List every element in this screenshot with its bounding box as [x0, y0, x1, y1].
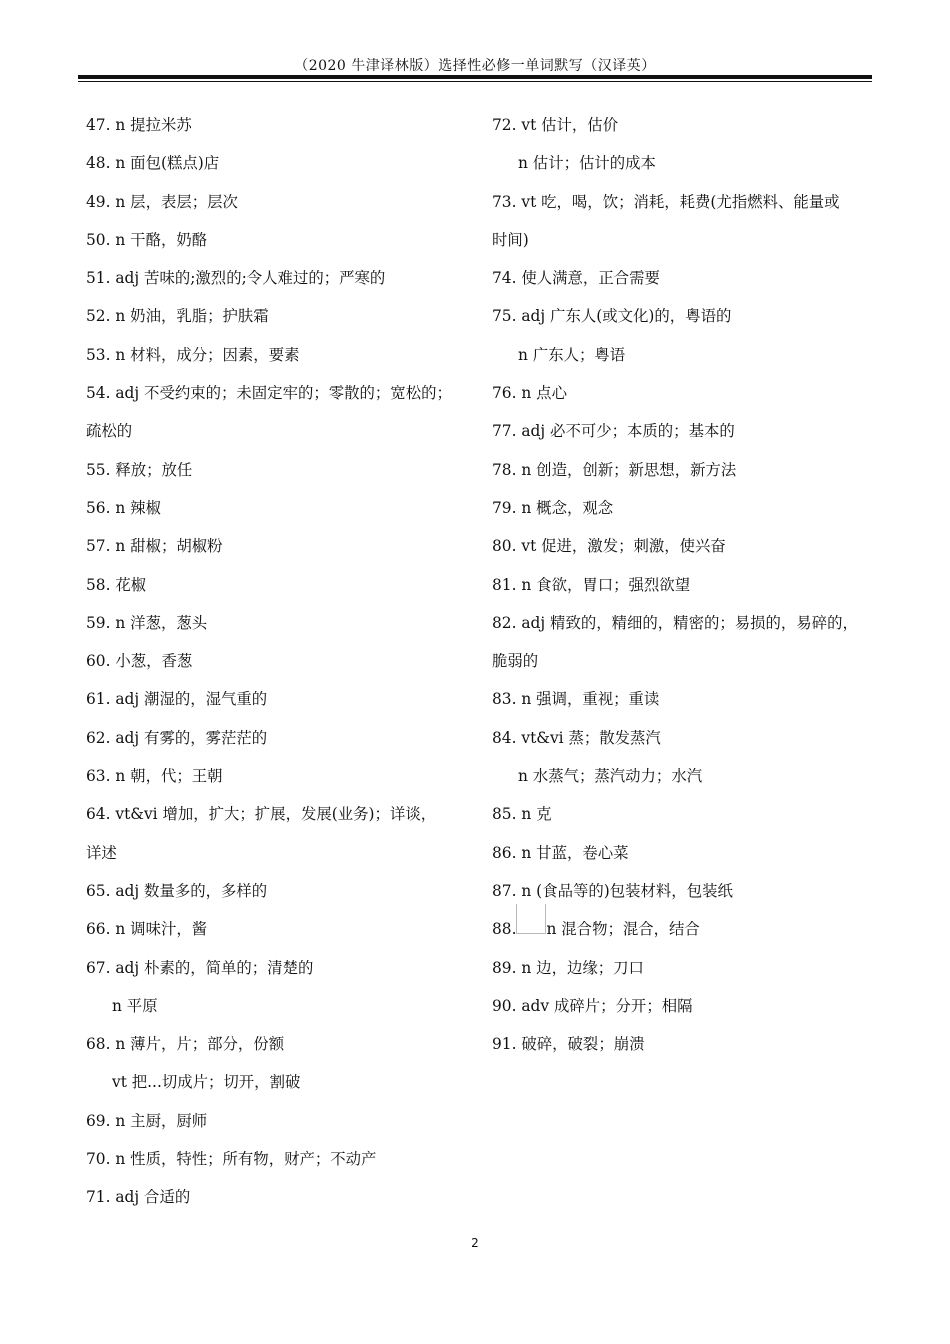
- vocab-line: [492, 910, 882, 948]
- vocab-line: 55. 释放；放任: [86, 460, 193, 479]
- vocab-line: 47. n 提拉米苏: [86, 116, 192, 134]
- right-column: [492, 106, 882, 1063]
- vocab-line: 61. adj 潮湿的，湿气重的: [86, 690, 268, 709]
- vocab-line: 51. adj 苦味的;激烈的;令人难过的；严寒的: [86, 269, 386, 288]
- vocab-line: 62. adj 有雾的，雾茫茫的: [86, 728, 268, 747]
- vocab-line: 48. n 面包(糕点)店: [86, 154, 220, 173]
- vocab-line: 53. n 材料，成分；因素，要素: [86, 345, 300, 364]
- vocab-line: 81. n 食欲，胃口；强烈欲望: [492, 575, 691, 594]
- header-rule-thick: [78, 75, 872, 79]
- vocab-text: n 混合物；混合，结合: [546, 920, 700, 939]
- header-rule-thin: [78, 81, 872, 82]
- vocab-line: 50. n 干酪，奶酪: [86, 230, 208, 249]
- vocab-line: 69. n 主厨，厨师: [86, 1111, 208, 1130]
- vocab-line: n 广东人；粤语: [518, 345, 626, 364]
- vocab-line: 90. adv 成碎片；分开；相隔: [492, 996, 693, 1015]
- page-title: （2020 牛津译林版）选择性必修一单词默写（汉译英）: [294, 58, 656, 74]
- vocab-line: 76. n 点心: [492, 384, 567, 403]
- vocab-line: n 平原: [112, 996, 158, 1015]
- vocab-line: 65. adj 数量多的，多样的: [86, 881, 268, 900]
- left-column: [86, 106, 466, 1217]
- vocab-line: 75. adj 广东人(或文化)的，粤语的: [492, 307, 732, 326]
- vocab-line: 73. vt 吃，喝，饮；消耗，耗费(尤指燃料、能量或: [492, 192, 840, 211]
- page-number: 2: [471, 1236, 479, 1250]
- vocab-number: 88.: [492, 920, 517, 939]
- vocab-line: 87. n (食品等的)包装材料，包装纸: [492, 881, 733, 900]
- vocab-line: 56. n 辣椒: [86, 498, 161, 517]
- vocab-line: 59. n 洋葱，葱头: [86, 613, 208, 632]
- vocab-line: 82. adj 精致的，精细的，精密的；易损的，易碎的，: [492, 613, 858, 632]
- vocab-line: 86. n 甘蓝，卷心菜: [492, 843, 629, 862]
- answer-blank-box: [516, 904, 546, 934]
- vocab-line: 84. vt&vi 蒸；散发蒸汽: [492, 728, 661, 747]
- vocab-line: vt 把...切成片；切开，割破: [112, 1073, 301, 1092]
- vocab-line: 77. adj 必不可少；本质的；基本的: [492, 422, 735, 441]
- vocab-line: 67. adj 朴素的，简单的；清楚的: [86, 958, 314, 977]
- vocab-line: 91. 破碎，破裂；崩溃: [492, 1035, 645, 1054]
- vocab-line: 49. n 层，表层；层次: [86, 192, 238, 211]
- vocab-line: 85. n 克: [492, 805, 552, 824]
- vocab-line: 54. adj 不受约束的；未固定牢的；零散的；宽松的；: [86, 384, 452, 403]
- vocab-line: n 水蒸气；蒸汽动力；水汽: [518, 767, 703, 786]
- vocab-line: 63. n 朝，代；王朝: [86, 767, 223, 786]
- vocab-line: 详述: [86, 843, 117, 862]
- vocab-line: 66. n 调味汁，酱: [86, 920, 208, 939]
- vocab-line: 79. n 概念，观念: [492, 498, 614, 517]
- vocab-line: 78. n 创造，创新；新思想，新方法: [492, 460, 737, 479]
- vocab-line: 80. vt 促进，激发；刺激，使兴奋: [492, 537, 726, 556]
- vocab-line: 60. 小葱，香葱: [86, 652, 193, 671]
- page-header: [78, 56, 872, 82]
- vocab-line: 71. adj 合适的: [86, 1188, 191, 1207]
- vocab-line: 时间): [492, 230, 529, 249]
- vocab-line: 68. n 薄片，片；部分，份额: [86, 1035, 285, 1054]
- vocab-line: 89. n 边，边缘；刀口: [492, 958, 644, 977]
- vocab-line: 70. n 性质，特性；所有物，财产；不动产: [86, 1150, 377, 1169]
- vocab-line: 72. vt 估计，估价: [492, 116, 619, 134]
- vocab-line: 83. n 强调，重视；重读: [492, 690, 660, 709]
- vocab-line: 74. 使人满意，正合需要: [492, 269, 660, 288]
- vocab-line: n 估计；估计的成本: [518, 154, 656, 173]
- vocab-line: 58. 花椒: [86, 575, 147, 594]
- vocab-line: 64. vt&vi 增加，扩大；扩展，发展(业务)；详谈，: [86, 805, 437, 824]
- vocab-line: 52. n 奶油，乳脂；护肤霜: [86, 307, 269, 326]
- vocab-line: 57. n 甜椒；胡椒粉: [86, 537, 223, 556]
- vocab-line: 脆弱的: [492, 652, 539, 671]
- vocab-line: 疏松的: [86, 422, 133, 441]
